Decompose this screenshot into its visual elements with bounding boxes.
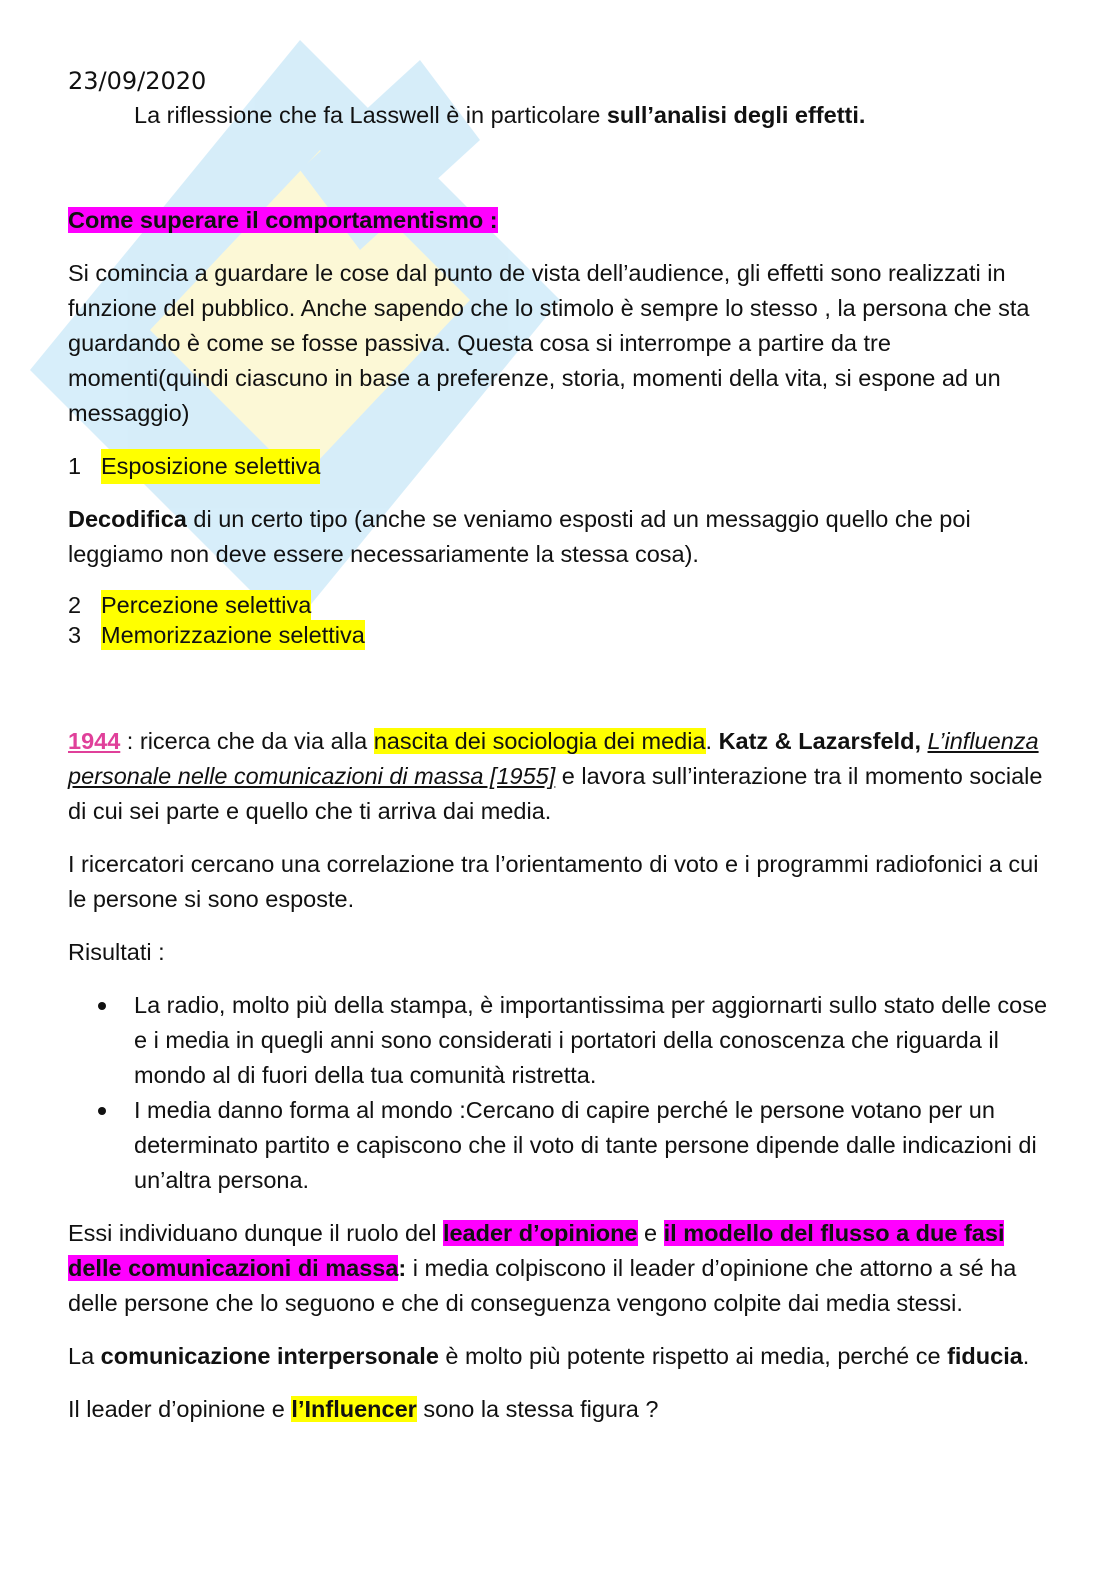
paragraph-question <box>68 1392 1048 1427</box>
section-heading-text: Come superare il comportamentismo : <box>68 207 498 233</box>
result-text: I media danno forma al mondo :Cercano di capire perché le persone votano per un determinato partito e capiscono che il voto di tante persone dipende dalle indicazioni di un’altra persona. <box>134 1097 1037 1193</box>
leader-text: i media colpiscono il leader d’opinione che attorno a sé ha delle persone che lo seguono e che di conseguenza vengono colpite dai media stessi. <box>68 1255 1017 1316</box>
paragraph-interpersonal <box>68 1339 1048 1374</box>
item-number: 2 <box>68 592 82 618</box>
research-text: : ricerca che da via alla <box>120 728 374 754</box>
item-number: 3 <box>68 622 82 648</box>
result-text: La radio, molto più della stampa, è importantissima per aggiornarti sullo stato delle cose e i media in quegli anni sono considerati i portatori della conoscenza che riguarda il mondo al di fuori della tua comunità ristretta. <box>134 992 1048 1088</box>
question-text: Il leader d’opinione e <box>68 1396 292 1422</box>
list-item-1 <box>68 449 1048 484</box>
intro-paragraph <box>68 98 1048 133</box>
paragraph-research <box>68 724 1048 829</box>
list-item <box>68 1093 1048 1198</box>
list-item-2 <box>68 590 1048 620</box>
research-text: e lavora sull’interazione tra il momento sociale di cui sei parte e quello che ti arriva dai media. <box>68 763 1043 824</box>
leader-highlight: leader d’opinione <box>442 1220 638 1246</box>
leader-text: e <box>637 1220 664 1246</box>
results-label: Risultati : <box>68 939 165 965</box>
intro-text: La riflessione che fa Lasswell è in particolare <box>134 102 607 128</box>
date: 23/09/2020 <box>68 67 207 95</box>
leader-colon: : <box>398 1255 407 1281</box>
paragraph-decodifica <box>68 502 1048 572</box>
paragraph-audience: Si comincia a guardare le cose dal punto de vista dell’audience, gli effetti sono realizzati in funzione del pubblico. Anche sapendo che lo stimolo è sempre lo stesso , la persona che sta guardando è come se fosse passiva. Questa cosa si interrompe a partire da tre momenti(quindi ciascuno in base a preferenze, storia, momenti della vita, si espone ad un messaggio) <box>68 260 1030 426</box>
section-heading <box>68 203 1048 238</box>
research-text: . <box>705 728 719 754</box>
item-label: Memorizzazione selettiva <box>101 622 365 648</box>
year-link[interactable]: 1944 <box>68 728 121 754</box>
trust-bold: fiducia <box>947 1343 1023 1369</box>
document-page <box>68 64 1048 1427</box>
question-text: sono la stessa figura ? <box>416 1396 659 1422</box>
item-number: 1 <box>68 453 82 479</box>
decodifica-text: di un certo tipo (anche se veniamo esposti ad un messaggio quello che poi leggiamo non deve essere necessariamente la stessa cosa). <box>68 506 971 567</box>
paragraph-researchers: I ricercatori cercano una correlazione tra l’orientamento di voto e i programmi radiofonici a cui le persone si sono esposte. <box>68 851 1039 912</box>
interpersonal-text: La <box>68 1343 101 1369</box>
research-highlight: nascita dei sociologia dei media <box>373 728 706 754</box>
research-authors: Katz & Lazarsfeld, <box>718 728 921 754</box>
intro-bold: sull’analisi degli effetti. <box>606 102 866 128</box>
leader-text: Essi individuano dunque il ruolo del <box>68 1220 443 1246</box>
bullet-icon <box>98 1107 106 1115</box>
interpersonal-text: . <box>1022 1343 1030 1369</box>
bullet-icon <box>98 1002 106 1010</box>
influencer-highlight: l’Influencer <box>291 1396 417 1422</box>
item-label: Percezione selettiva <box>101 592 312 618</box>
results-list <box>68 988 1048 1198</box>
decodifica-bold: Decodifica <box>68 506 187 532</box>
interpersonal-text: è molto più potente rispetto ai media, perché ce <box>438 1343 948 1369</box>
book-title: L’influenza personale nelle comunicazioni di massa [1955] <box>68 728 1039 789</box>
list-item <box>68 988 1048 1093</box>
two-step-flow-highlight: il modello del flusso a due fasi delle comunicazioni di massa <box>68 1220 1005 1281</box>
interpersonal-bold: comunicazione interpersonale <box>100 1343 439 1369</box>
item-label: Esposizione selettiva <box>101 449 320 484</box>
paragraph-leader <box>68 1216 1048 1321</box>
list-item-3 <box>68 620 1048 650</box>
